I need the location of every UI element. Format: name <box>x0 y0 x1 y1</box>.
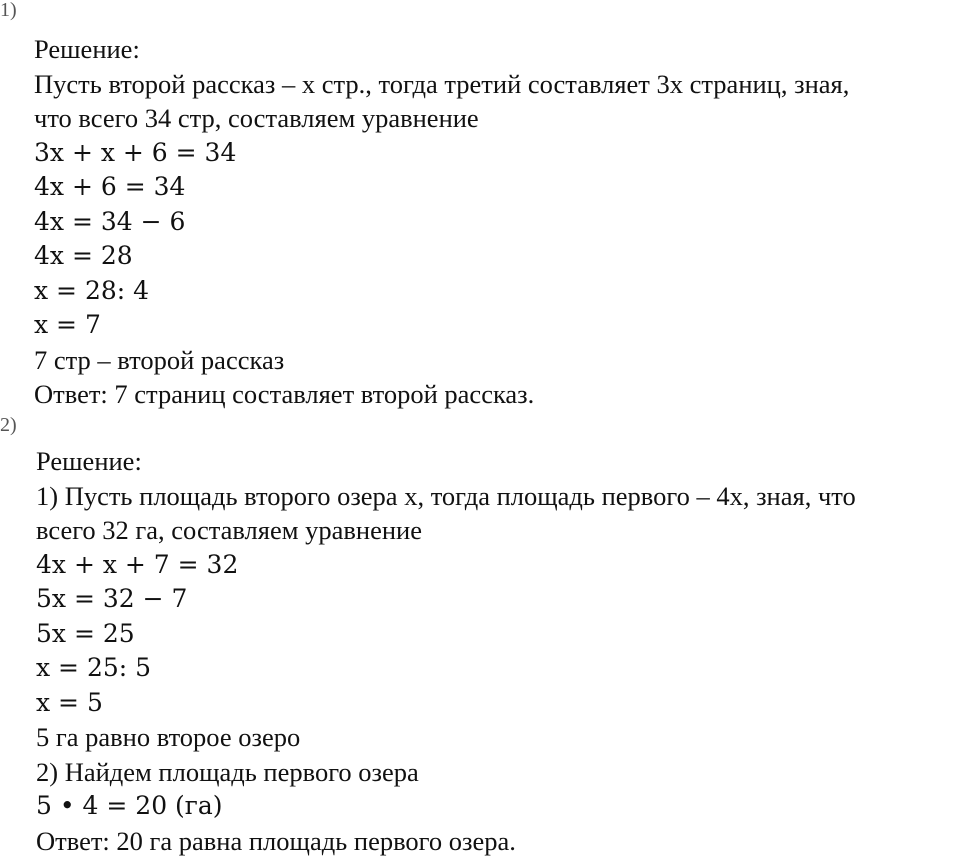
text-line: 2) Найдем площадь первого озера <box>36 755 960 790</box>
equation-line: 4x + 6 = 34 <box>34 170 958 205</box>
equation-line: 5x = 32 − 7 <box>36 582 960 617</box>
equation-line: 3x + x + 6 = 34 <box>34 136 958 171</box>
equation-line: 4x + x + 7 = 32 <box>36 548 960 583</box>
text-line: что всего 34 стр, составляем уравнение <box>34 101 958 136</box>
text-line: Ответ: 20 га равна площадь первого озера. <box>36 824 960 858</box>
text-line: Ответ: 7 страниц составляет второй рассказ. <box>34 377 958 412</box>
problem-1-number: 1) <box>0 0 17 20</box>
text-line: Решение: <box>36 444 960 479</box>
text-line: Решение: <box>34 32 958 67</box>
problem-1-solution <box>34 32 958 412</box>
text-line: 5 га равно второе озеро <box>36 720 960 755</box>
text-line: всего 32 га, составляем уравнение <box>36 513 960 548</box>
text-line: 7 стр – второй рассказ <box>34 343 958 378</box>
equation-line: x = 25: 5 <box>36 651 960 686</box>
equation-line: 4x = 28 <box>34 239 958 274</box>
equation-line: x = 5 <box>36 686 960 721</box>
equation-line: 5 • 4 = 20 (га) <box>36 789 960 824</box>
equation-line: x = 28: 4 <box>34 274 958 309</box>
problem-2-solution <box>36 444 960 858</box>
equation-line: x = 7 <box>34 308 958 343</box>
equation-line: 5x = 25 <box>36 617 960 652</box>
problem-2-number: 2) <box>0 415 17 435</box>
equation-line: 4x = 34 − 6 <box>34 205 958 240</box>
text-line: 1) Пусть площадь второго озера x, тогда площадь первого – 4x, зная, что <box>36 479 960 514</box>
text-line: Пусть второй рассказ – x стр., тогда третий составляет 3x страниц, зная, <box>34 67 958 102</box>
